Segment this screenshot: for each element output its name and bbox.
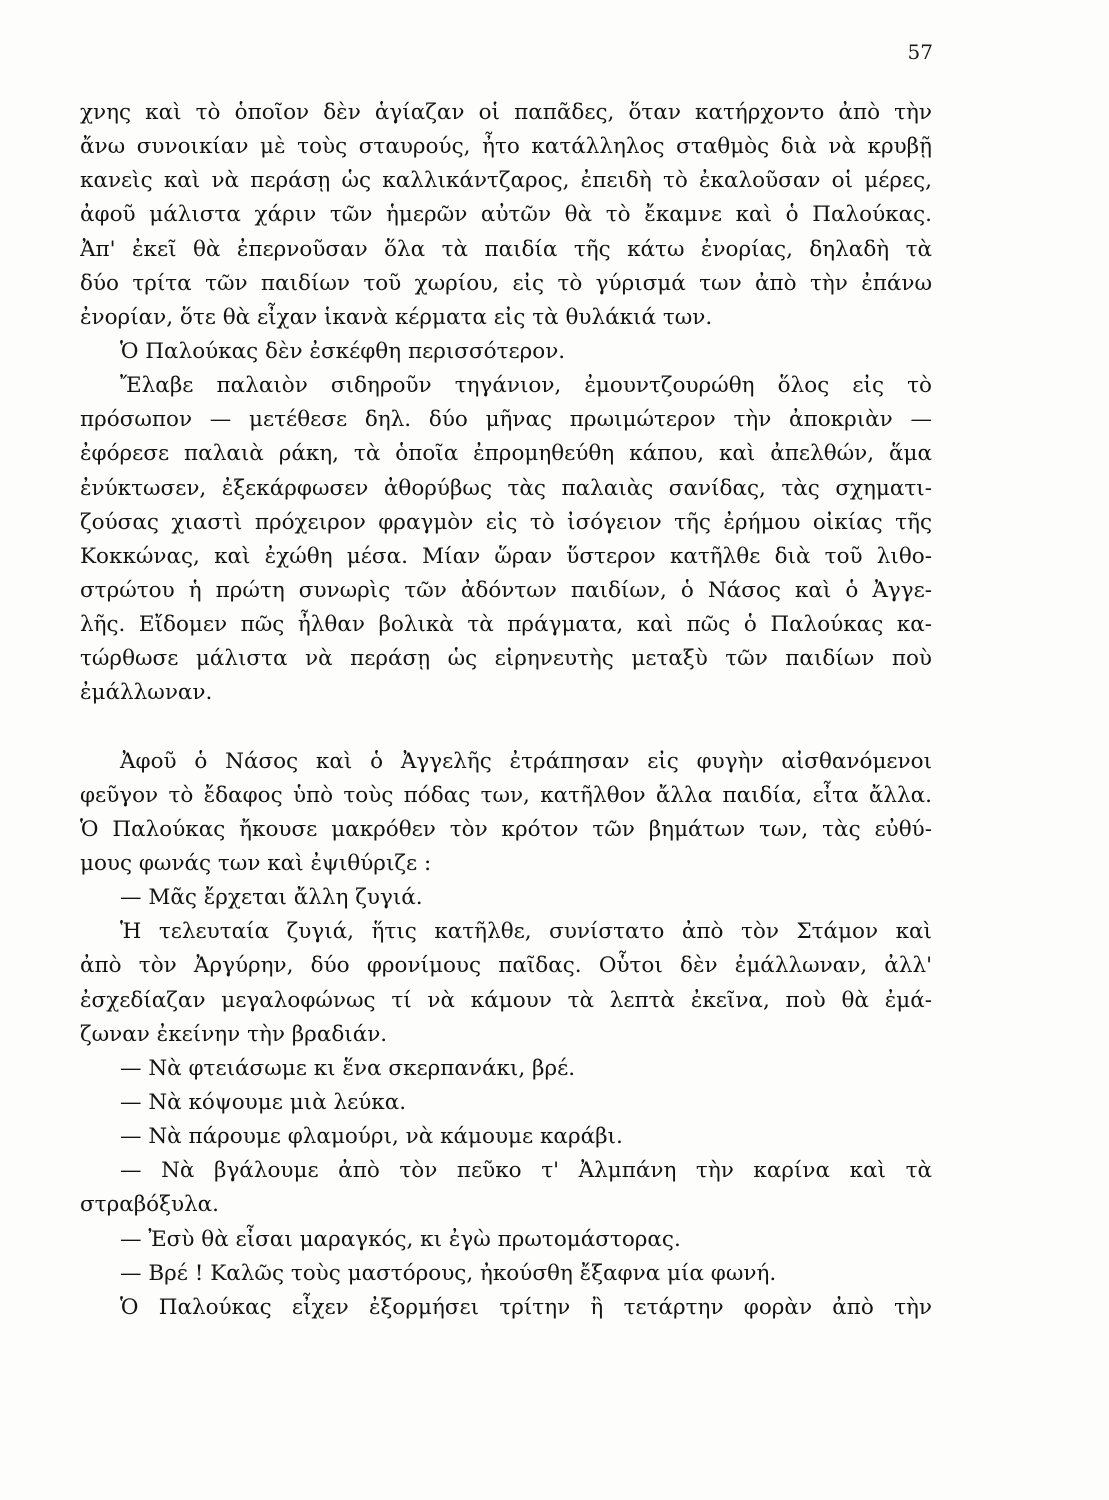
text-line: ἐνύκτωσεν, ἐξεκάρφωσεν ἀθορύβως τὰς παλαιὰς σανίδας, τὰς σχηματι- <box>80 475 932 501</box>
paragraph-gap <box>80 711 932 745</box>
text-line: στρώτου ἡ πρώτη συνωρὶς τῶν ἀδόντων παιδίων, ὁ Νάσος καὶ ὁ Ἀγγε- <box>80 577 932 603</box>
text-line: ἐνορίαν, ὅτε θὰ εἶχαν ἱκανὰ κέρματα εἰς τὰ θυλάκιά των. <box>80 304 713 330</box>
text-line: — Μᾶς ἔρχεται ἄλλη ζυγιά. <box>120 885 423 911</box>
text-line: κανεὶς καὶ νὰ περάσῃ ὡς καλλικάντζαρος, ἐπειδὴ τὸ ἐκαλοῦσαν οἱ μέρες, <box>80 168 932 194</box>
text-line: — Βρέ ! Καλῶς τοὺς μαστόρους, ἠκούσθη ἔξαφνα μία φωνή. <box>120 1260 777 1286</box>
text-line: — Ἐσὺ θὰ εἶσαι μαραγκός, κι ἐγὼ πρωτομάστορας. <box>120 1226 681 1252</box>
text-line: λῆς. Εἴδομεν πῶς ἦλθαν βολικὰ τὰ πράγματα, καὶ πῶς ὁ Παλούκας κα- <box>80 612 932 638</box>
text-line: Ἔλαβε παλαιὸν σιδηροῦν τηγάνιον, ἐμουντζουρώθη ὅλος εἰς τὸ <box>120 373 932 399</box>
text-line: Ἀφοῦ ὁ Νάσος καὶ ὁ Ἀγγελῆς ἐτράπησαν εἰς φυγὴν αἰσθανόμενοι <box>120 748 932 774</box>
text-line: Ὁ Παλούκας εἶχεν ἐξορμήσει τρίτην ἢ τετάρτην φορὰν ἀπὸ τὴν <box>120 1294 932 1320</box>
text-line: Κοκκώνας, καὶ ἐχώθη μέσα. Μίαν ὥραν ὕστερον κατῆλθε διὰ τοῦ λιθο- <box>80 543 932 569</box>
text-line: Ἀπ' ἐκεῖ θὰ ἐπερνοῦσαν ὅλα τὰ παιδία τῆς κάτω ἐνορίας, δηλαδὴ τὰ <box>80 236 932 262</box>
text-line: ἐσχεδίαζαν μεγαλοφώνως τί νὰ κάμουν τὰ λεπτὰ ἐκεῖνα, ποὺ θὰ ἐμά- <box>80 987 932 1013</box>
text-line: ἀφοῦ μάλιστα χάριν τῶν ἡμερῶν αὐτῶν θὰ τὸ ἔκαμνε καὶ ὁ Παλούκας. <box>80 202 932 228</box>
body-text <box>80 96 932 1325</box>
text-line: τώρθωσε μάλιστα νὰ περάσῃ ὡς εἰρηνευτὴς μεταξὺ τῶν παιδίων ποὺ <box>80 646 932 672</box>
text-line: Ἡ τελευταία ζυγιά, ἥτις κατῆλθε, συνίστατο ἀπὸ τὸν Στάμον καὶ <box>120 919 932 945</box>
text-line: Ὁ Παλούκας ἤκουσε μακρόθεν τὸν κρότον τῶν βημάτων των, τὰς εὐθύ- <box>80 816 932 842</box>
text-line: ζούσας χιαστὶ πρόχειρον φραγμὸν εἰς τὸ ἰσόγειον τῆς ἐρήμου οἰκίας τῆς <box>80 509 932 535</box>
text-line: ἐμάλλωναν. <box>80 680 213 706</box>
text-line: ζωναν ἐκείνην τὴν βραδιάν. <box>80 1021 388 1047</box>
text-line: — Νὰ φτειάσωμε κι ἕνα σκερπανάκι, βρέ. <box>120 1055 576 1081</box>
text-line: ἀπὸ τὸν Ἀργύρην, δύο φρονίμους παῖδας. Οὗτοι δὲν ἐμάλλωναν, ἀλλ' <box>80 953 932 979</box>
text-line: μους φωνάς των καὶ ἐψιθύριζε : <box>80 850 432 876</box>
text-line: — Νὰ κόψουμε μιὰ λεύκα. <box>120 1089 407 1115</box>
text-line: — Νὰ πάρουμε φλαμούρι, νὰ κάμουμε καράβι. <box>120 1124 623 1150</box>
text-line: ἄνω συνοικίαν μὲ τοὺς σταυρούς, ἦτο κατάλληλος σταθμὸς διὰ νὰ κρυβῇ <box>80 134 932 160</box>
text-line: πρόσωπον — μετέθεσε δηλ. δύο μῆνας πρωιμώτερον τὴν ἀποκριὰν — <box>80 407 932 433</box>
page-number: 57 <box>907 40 933 64</box>
text-line: — Νὰ βγάλουμε ἀπὸ τὸν πεῦκο τ' Ἀλμπάνη τὴν καρίνα καὶ τὰ <box>120 1158 932 1184</box>
text-line: δύο τρίτα τῶν παιδίων τοῦ χωρίου, εἰς τὸ γύρισμά των ἀπὸ τὴν ἐπάνω <box>80 270 932 296</box>
text-line: Ὁ Παλούκας δὲν ἐσκέφθη περισσότερον. <box>120 338 566 364</box>
text-line: φεῦγον τὸ ἔδαφος ὑπὸ τοὺς πόδας των, κατῆλθον ἄλλα παιδία, εἶτα ἄλλα. <box>80 782 932 808</box>
text-line: στραβόξυλα. <box>80 1192 219 1218</box>
text-line: χνης καὶ τὸ ὁποῖον δὲν ἁγίαζαν οἱ παπᾶδες, ὅταν κατήρχοντο ἀπὸ τὴν <box>80 100 932 125</box>
text-line: ἐφόρεσε παλαιὰ ράκη, τὰ ὁποῖα ἐπρομηθεύθη κάπου, καὶ ἀπελθών, ἅμα <box>80 441 932 467</box>
